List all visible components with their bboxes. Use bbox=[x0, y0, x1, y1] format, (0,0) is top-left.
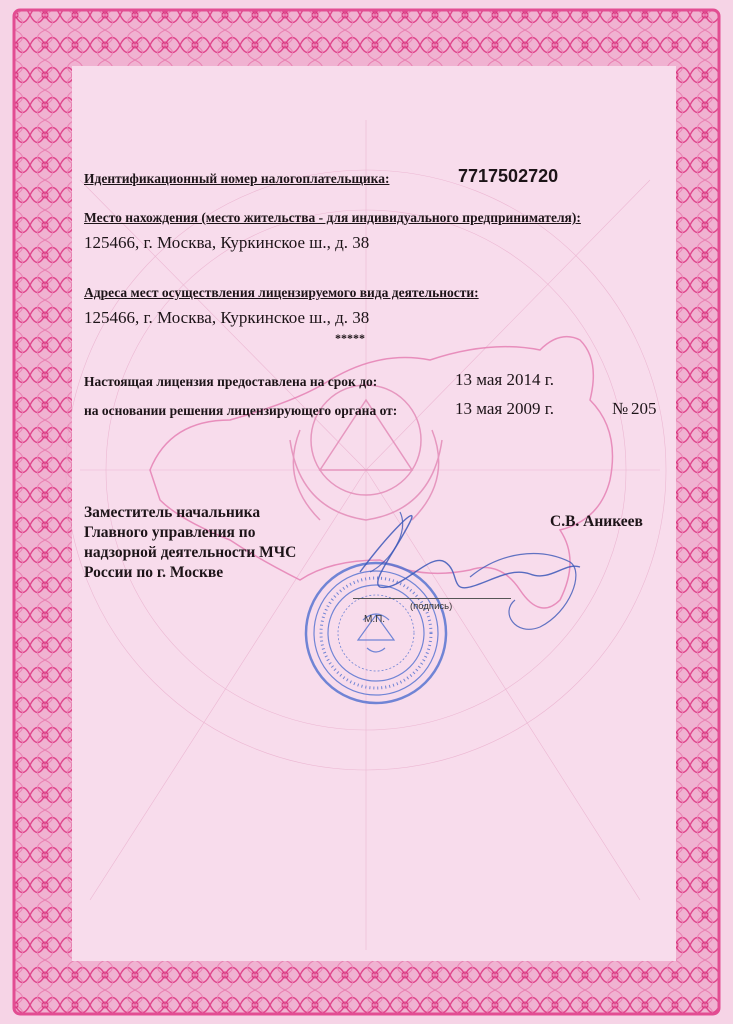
decision-label: на основании решения лицензирующего органа от: bbox=[84, 403, 398, 418]
separator: ***** bbox=[335, 331, 365, 345]
inn-value: 7717502720 bbox=[458, 166, 559, 186]
inn-label: Идентификационный номер налогоплательщика: bbox=[84, 171, 390, 186]
signatory-title-line-4: России по г. Москве bbox=[84, 564, 224, 581]
signature bbox=[300, 492, 590, 652]
signatory-name: С.В. Аникеев bbox=[550, 513, 643, 530]
activity-address-value: 125466, г. Москва, Куркинское ш., д. 38 bbox=[84, 308, 370, 327]
decision-number-sign: № bbox=[612, 399, 629, 418]
signatory-title-line-2: Главного управления по bbox=[84, 524, 256, 541]
signatory-title-line-1: Заместитель начальника bbox=[84, 504, 261, 521]
term-label: Настоящая лицензия предоставлена на срок до: bbox=[84, 374, 378, 389]
term-value: 13 мая 2014 г. bbox=[455, 370, 555, 389]
seal-caption: М.П. bbox=[364, 614, 386, 625]
location-value: 125466, г. Москва, Куркинское ш., д. 38 bbox=[84, 233, 370, 252]
signature-caption: (подпись) bbox=[410, 601, 453, 612]
decision-number: 205 bbox=[631, 399, 657, 418]
activity-address-label: Адреса мест осуществления лицензируемого вида деятельности: bbox=[84, 285, 479, 300]
decision-date: 13 мая 2009 г. bbox=[455, 399, 555, 418]
signature-line bbox=[353, 598, 511, 599]
signatory-title-line-3: надзорной деятельности МЧС bbox=[84, 544, 297, 561]
location-label: Место нахождения (место жительства - для индивидуального предпринимателя): bbox=[84, 210, 581, 225]
